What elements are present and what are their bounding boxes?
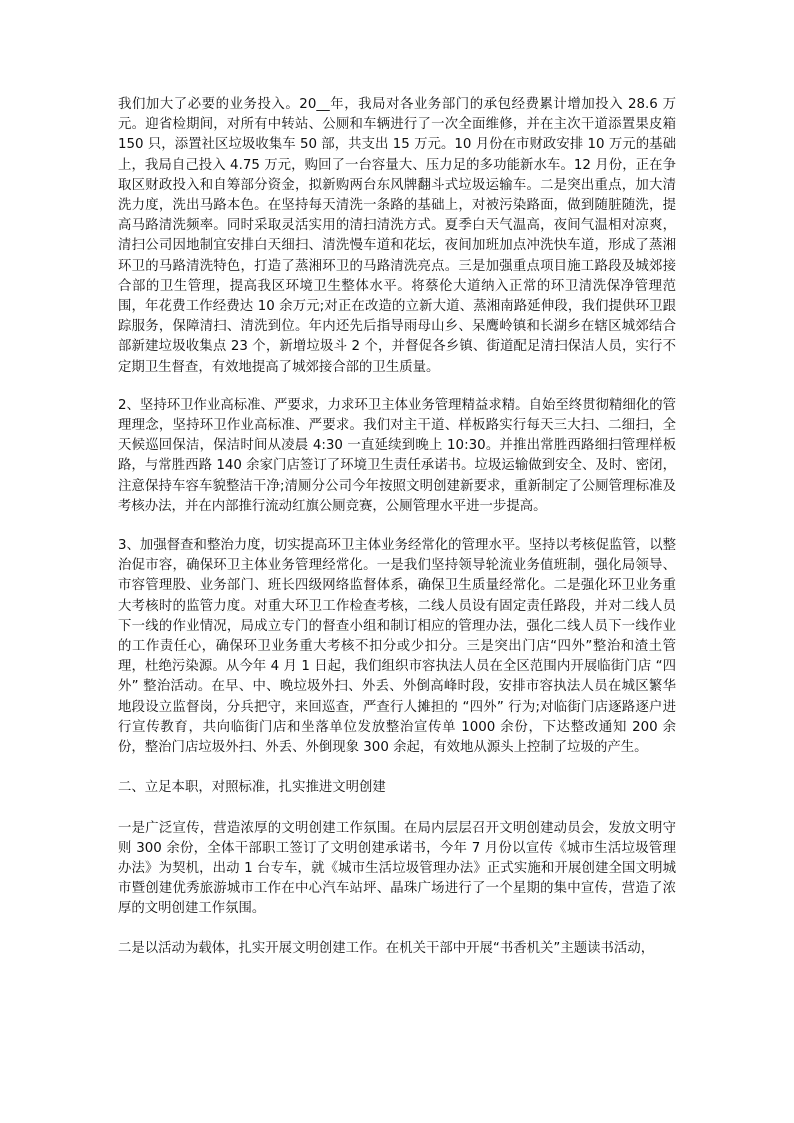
section-heading-civilization-building: 二、立足本职，对照标准，扎实推进文明创建 <box>118 780 386 796</box>
paragraph-activities: 二是以活动为载体，扎实开展文明创建工作。在机关干部中开展“书香机关”主题读书活动， <box>118 940 655 956</box>
paragraph-section-2-high-standards: 2、坚持环卫作业高标准、严要求，力求环卫主体业务管理精益求精。自始至终贯彻精细化的管理理念，坚持环卫作业高标准、严要求。我们对主干道、样板路实行每天三大扫、二细扫，全天候巡回保洁，保洁时间从凌晨 4:30 一直延续到晚上 10:30。并推出常胜西路细扫管理样板路，与常胜西路 140 余家门店签订了环境卫生责任承诺书。垃圾运输做到安全、及时、密闭，注意保持车容车貌整洁干净;清厕分公司今年按照文明创建新要求，重新制定了公厕管理标准及考核办法，并在内部推行流动红旗公厕竞赛，公厕管理水平进一步提高。 <box>118 397 676 514</box>
document-page <box>118 95 676 959</box>
paragraph-publicity: 一是广泛宣传，营造浓厚的文明创建工作氛围。在局内层层召开文明创建动员会，发放文明守则 300 余份，全体干部职工签订了文明创建承诺书，今年 7 月份以宣传《城市生活垃圾管理办法》为契机，出动 1 台专车，就《城市生活垃圾管理办法》正式实施和开展创建全国文明城市暨创建优秀旅游城市工作在中心汽车站坪、晶珠广场进行了一个星期的集中宣传，营造了浓厚的文明创建工作氛围。 <box>118 820 676 917</box>
paragraph-section-3-supervision: 3、加强督查和整治力度，切实提高环卫主体业务经常化的管理水平。坚持以考核促监管，以整治促市容，确保环卫主体业务管理经常化。一是我们坚持领导轮流业务值班制，强化局领导、市容管理股、业务部门、班长四级网络监督体系，确保卫生质量经常化。二是强化环卫业务重大考核时的监管力度。对重大环卫工作检查考核，二线人员设有固定责任路段，并对二线人员下一线的作业情况，局成立专门的督查小组和制订相应的管理办法，强化二线人员下一线作业的工作责任心，确保环卫业务重大考核不扣分或少扣分。三是突出门店“四外”整治和渣土管理，杜绝污染源。从今年 4 月 1 日起，我们组织市容执法人员在全区范围内开展临街门店 “四外” 整治活动。在早、中、晚垃圾外扫、外丢、外倒高峰时段，安排市容执法人员在城区繁华地段设立监督岗，分兵把守，来回巡查，严查行人摊担的 “四外” 行为;对临街门店逐路逐户进行宣传教育，共向临街门店和坐落单位发放整治宣传单 1000 余份，下达整改通知 200 余份，整治门店垃圾外扫、外丢、外倒现象 300 余起，有效地从源头上控制了垃圾的产生。 <box>118 538 676 756</box>
paragraph-business-investment: 我们加大了必要的业务投入。20__年，我局对各业务部门的承包经费累计增加投入 28.6 万元。迎省检期间，对所有中转站、公厕和车辆进行了一次全面维修，并在主次干道添置果皮箱 150 只，添置社区垃圾收集车 50 部，共支出 15 万元。10 月份在市财政安排 10 万元的基础上，我局自己投入 4.75 万元，购回了一台容量大、压力足的多功能新水车。12 月份，正在争取区财政投入和自筹部分资金，拟新购两台东风牌翻斗式垃圾运输车。二是突出重点，加大清洗力度，洗出马路本色。在坚持每天清洗一条路的基础上，对被污染路面，做到随脏随洗，提高马路清洗频率。同时采取灵活实用的清扫清洗方式。夏季白天气温高，夜间气温相对凉爽，清扫公司因地制宜安排白天细扫、清洗慢车道和花坛，夜间加班加点冲洗快车道，形成了蒸湘环卫的马路清洗特色，打造了蒸湘环卫的马路清洗亮点。三是加强重点项目施工路段及城郊接合部的卫生管理，提高我区环境卫生整体水平。将蔡伦大道纳入正常的环卫清洗保净管理范围，年花费工作经费达 10 余万元;对正在改造的立新大道、蒸湘南路延伸段，我们提供环卫跟踪服务，保障清扫、清洗到位。年内还先后指导雨母山乡、呆鹰岭镇和长湖乡在辖区城郊结合部新建垃圾收集点 23 个，新增垃圾斗 2 个，并督促各乡镇、街道配足清扫保洁人员，实行不定期卫生督查，有效地提高了城郊接合部的卫生质量。 <box>118 97 676 375</box>
